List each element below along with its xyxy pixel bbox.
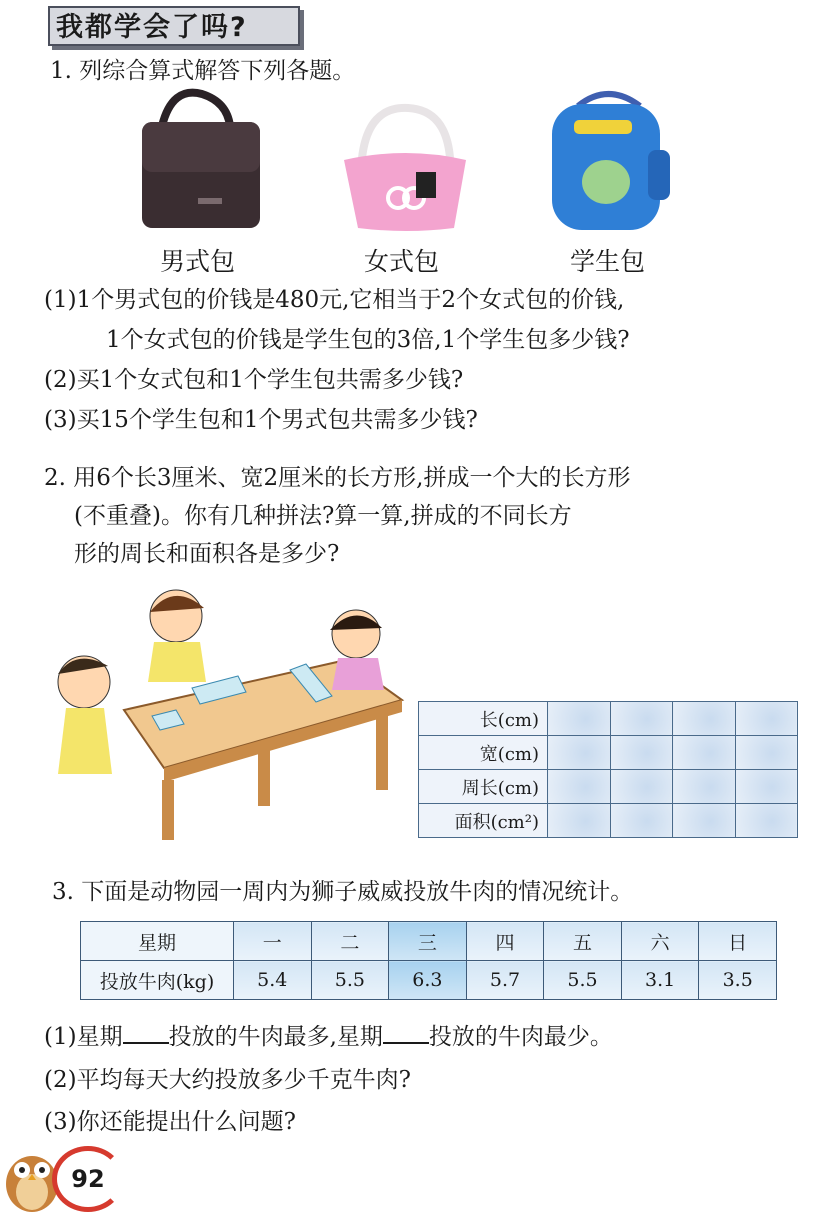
- bag-label-mens: 男式包: [160, 247, 236, 276]
- day-cell: 一: [234, 922, 312, 961]
- answer-blank-most[interactable]: [123, 1020, 169, 1044]
- womens-bag-image: [338, 100, 472, 232]
- section-title: 我都学会了吗?: [48, 6, 300, 46]
- answer-cell[interactable]: [735, 804, 798, 838]
- problem1-question-3: (3)买15个学生包和1个男式包共需多少钱?: [44, 407, 478, 433]
- table-row: [419, 770, 798, 804]
- answer-cell[interactable]: [673, 702, 736, 736]
- header-beef-amount: 投放牛肉(kg): [81, 961, 234, 1000]
- value-cell: 5.7: [466, 961, 544, 1000]
- value-cell: 3.5: [699, 961, 777, 1000]
- value-cell: 6.3: [389, 961, 467, 1000]
- day-cell: 六: [621, 922, 699, 961]
- day-cell: 二: [311, 922, 389, 961]
- q1-part-b: 投放的牛肉最多,星期: [168, 1024, 383, 1050]
- day-cell: 三: [389, 922, 467, 961]
- row-label-length: 长(cm): [419, 702, 548, 736]
- answer-cell[interactable]: [610, 770, 673, 804]
- problem3-question-3: (3)你还能提出什么问题?: [44, 1109, 296, 1135]
- mens-bag-image: [132, 86, 264, 238]
- header-weekday: 星期: [81, 922, 234, 961]
- problem3-heading: 3. 下面是动物园一周内为狮子威威投放牛肉的情况统计。: [52, 879, 634, 905]
- dimension-table: [418, 701, 798, 838]
- table-row: [81, 961, 777, 1000]
- bag-label-womens: 女式包: [364, 247, 440, 276]
- problem2-line-1: 2. 用6个长3厘米、宽2厘米的长方形,拼成一个大的长方形: [44, 465, 631, 491]
- answer-cell[interactable]: [610, 702, 673, 736]
- student-backpack-image: [548, 86, 672, 234]
- table-row: [419, 804, 798, 838]
- value-cell: 5.5: [544, 961, 622, 1000]
- row-label-perimeter: 周长(cm): [419, 770, 548, 804]
- problem2-line-2: (不重叠)。你有几种拼法?算一算,拼成的不同长方: [74, 503, 572, 529]
- page-number: 92: [52, 1146, 124, 1212]
- table-row: [419, 736, 798, 770]
- answer-cell[interactable]: [673, 804, 736, 838]
- bag-label-student: 学生包: [570, 247, 646, 276]
- children-table-illustration: [46, 578, 416, 840]
- answer-cell[interactable]: [548, 736, 611, 770]
- beef-statistics-table: [80, 921, 777, 1000]
- problem3-question-2: (2)平均每天大约投放多少千克牛肉?: [44, 1067, 411, 1093]
- day-cell: 五: [544, 922, 622, 961]
- problem2-line-3: 形的周长和面积各是多少?: [74, 541, 340, 567]
- problem1-question-2: (2)买1个女式包和1个学生包共需多少钱?: [44, 367, 464, 393]
- answer-cell[interactable]: [735, 702, 798, 736]
- answer-cell[interactable]: [548, 770, 611, 804]
- answer-cell[interactable]: [610, 804, 673, 838]
- answer-cell[interactable]: [548, 702, 611, 736]
- problem3-question-1: [44, 1020, 613, 1053]
- q1-part-c: 投放的牛肉最少。: [428, 1024, 613, 1050]
- problem1-question-1b: 1个女式包的价钱是学生包的3倍,1个学生包多少钱?: [106, 327, 630, 353]
- day-cell: 四: [466, 922, 544, 961]
- answer-cell[interactable]: [610, 736, 673, 770]
- day-cell: 日: [699, 922, 777, 961]
- value-cell: 5.5: [311, 961, 389, 1000]
- owl-mascot-icon: [0, 1138, 60, 1212]
- table-row: [81, 922, 777, 961]
- table-row: [419, 702, 798, 736]
- value-cell: 3.1: [621, 961, 699, 1000]
- problem1-heading: 1. 列综合算式解答下列各题。: [50, 58, 356, 84]
- answer-cell[interactable]: [735, 770, 798, 804]
- answer-cell[interactable]: [548, 804, 611, 838]
- problem1-question-1a: (1)1个男式包的价钱是480元,它相当于2个女式包的价钱,: [44, 287, 625, 313]
- row-label-width: 宽(cm): [419, 736, 548, 770]
- value-cell: 5.4: [234, 961, 312, 1000]
- answer-cell[interactable]: [735, 736, 798, 770]
- q1-part-a: (1)星期: [44, 1024, 123, 1050]
- answer-cell[interactable]: [673, 736, 736, 770]
- answer-cell[interactable]: [673, 770, 736, 804]
- row-label-area: 面积(cm²): [419, 804, 548, 838]
- answer-blank-least[interactable]: [383, 1020, 429, 1044]
